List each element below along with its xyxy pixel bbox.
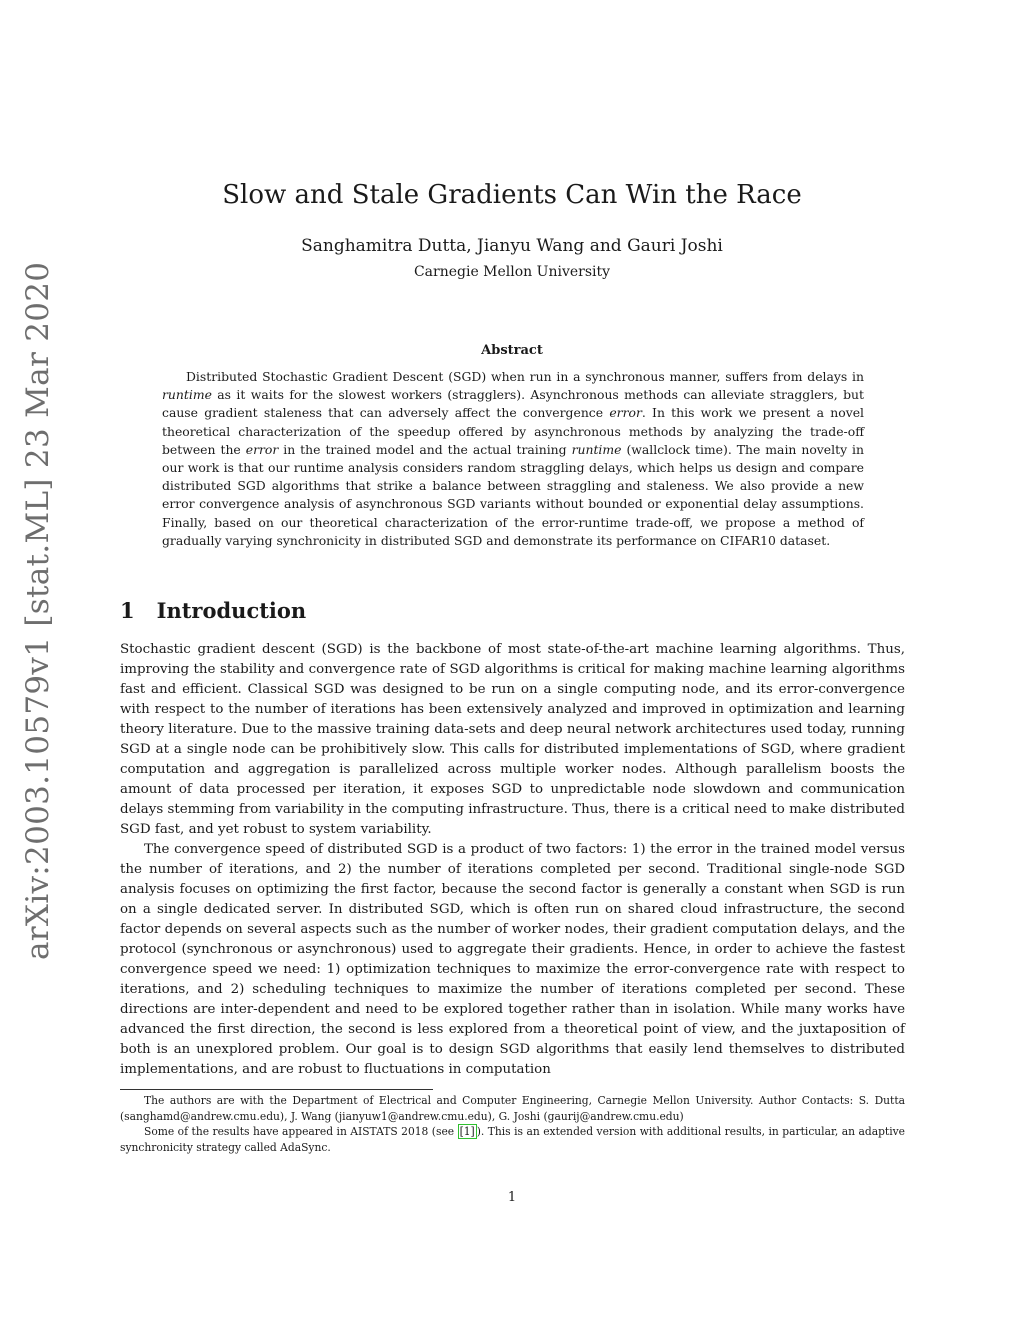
abstract-text-1: Distributed Stochastic Gradient Descent (SGD) when run in a synchronous manner, suffers from delays in [186,369,864,384]
section-title: Introduction [156,598,307,623]
abstract-text-3: . In this work we present a novel theoretical characterization of the speedup offered by asynchronous methods by analyzing the trade-off between the [162,405,864,457]
footnote-extended-version [120,1124,905,1155]
abstract-emphasis-runtime: runtime [162,387,212,403]
section-heading-introduction [120,598,306,623]
footnote-text-before: Some of the results have appeared in AISTATS 2018 (see [144,1125,458,1138]
abstract-emphasis-runtime-2: runtime [571,441,622,457]
intro-paragraph-1: Stochastic gradient descent (SGD) is the backbone of most state-of-the-art machine learning algorithms. Thus, improving the stability and convergence rate of SGD algorithms is critical for making machine learning algorithms fast and efficient. Classical SGD was designed to be run on a single computing node, and its error-convergence with respect to the number of iterations has been extensively analyzed and improved in optimization and learning theory literature. Due to the massive training data-sets and deep neural network architectures used today, running SGD at a single node can be prohibitively slow. This calls for distributed implementations of SGD, where gradient computation and aggregation is parallelized across multiple worker nodes. Although parallelism boosts the amount of data processed per iteration, it exposes SGD to unpredictable node slowdown and communication delays stemming from variability in the computing infrastructure. Thus, there is a critical need to make distributed SGD fast, and yet robust to system variability. [120,642,905,837]
abstract-text-5: (wallclock time). The main novelty in our work is that our runtime analysis considers random straggling delays, which helps us design and compare distributed SGD algorithms that strike a balance between straggling and staleness. We also provide a new error convergence analysis of asynchronous SGD variants without bounded or exponential delay assumptions. Finally, based on our theoretical characterization of the error-runtime trade-off, we propose a method of gradually varying synchronicity in distributed SGD and demonstrate its performance on CIFAR10 dataset. [162,441,864,548]
paper-authors: Sanghamitra Dutta, Jianyu Wang and Gauri Joshi [301,236,723,256]
introduction-body [120,640,905,1080]
footnote-divider [120,1089,433,1090]
paper-affiliation: Carnegie Mellon University [413,264,611,280]
intro-paragraph-2: The convergence speed of distributed SGD is a product of two factors: 1) the error in the trained model versus the number of iterations, and 2) the number of iterations completed per second. Traditional single-node SGD analysis focuses on optimizing the first factor, because the second factor is generally a constant when SGD is run on a single dedicated server. In distributed SGD, which is often run on shared cloud infrastructure, the second factor depends on several aspects such as the number of worker nodes, their gradient computation delays, and the protocol (synchronous or asynchronous) used to aggregate their gradients. Hence, in order to achieve the fastest convergence speed we need: 1) optimization techniques to maximize the error-convergence rate with respect to iterations, and 2) scheduling techniques to maximize the number of iterations completed per second. These directions are inter-dependent and need to be explored together rather than in isolation. While many works have advanced the first direction, the second is less explored from a theoretical point of view, and the juxtaposition of both is an unexplored problem. Our goal is to design SGD algorithms that easily lend themselves to distributed implementations, and are robust to fluctuations in computation [120,842,905,1077]
footnote-author-contacts: The authors are with the Department of Electrical and Computer Engineering, Carnegie Mellon University. Author Contacts: S. Dutta (sanghamd@andrew.cmu.edu), J. Wang (jianyuw1@andrew.cmu.edu), G. Joshi (gaurij@andrew.cmu.edu) [120,1094,905,1123]
citation-link[interactable]: [1] [459,1125,475,1138]
abstract-heading: Abstract [481,343,543,358]
footnotes [120,1093,905,1155]
footnote-text-after: ). This is an extended version with additional results, in particular, an adaptive synchronicity strategy called AdaSync. [120,1125,905,1154]
abstract-emphasis-error: error [609,405,642,421]
abstract-body [162,368,864,550]
paper-title: Slow and Stale Gradients Can Win the Race [222,180,802,210]
abstract-emphasis-error-2: error [245,441,279,457]
arxiv-identifier-stamp: arXiv:2003.10579v1 [stat.ML] 23 Mar 2020 [20,261,56,960]
page-number: 1 [507,1190,517,1205]
section-number: 1 [120,598,135,623]
abstract-text-2: as it waits for the slowest workers (stragglers). Asynchronous methods can alleviate stragglers, but cause gradient staleness that can adversely affect the convergence [162,387,864,421]
abstract-text-4: in the trained model and the actual training [278,441,572,457]
